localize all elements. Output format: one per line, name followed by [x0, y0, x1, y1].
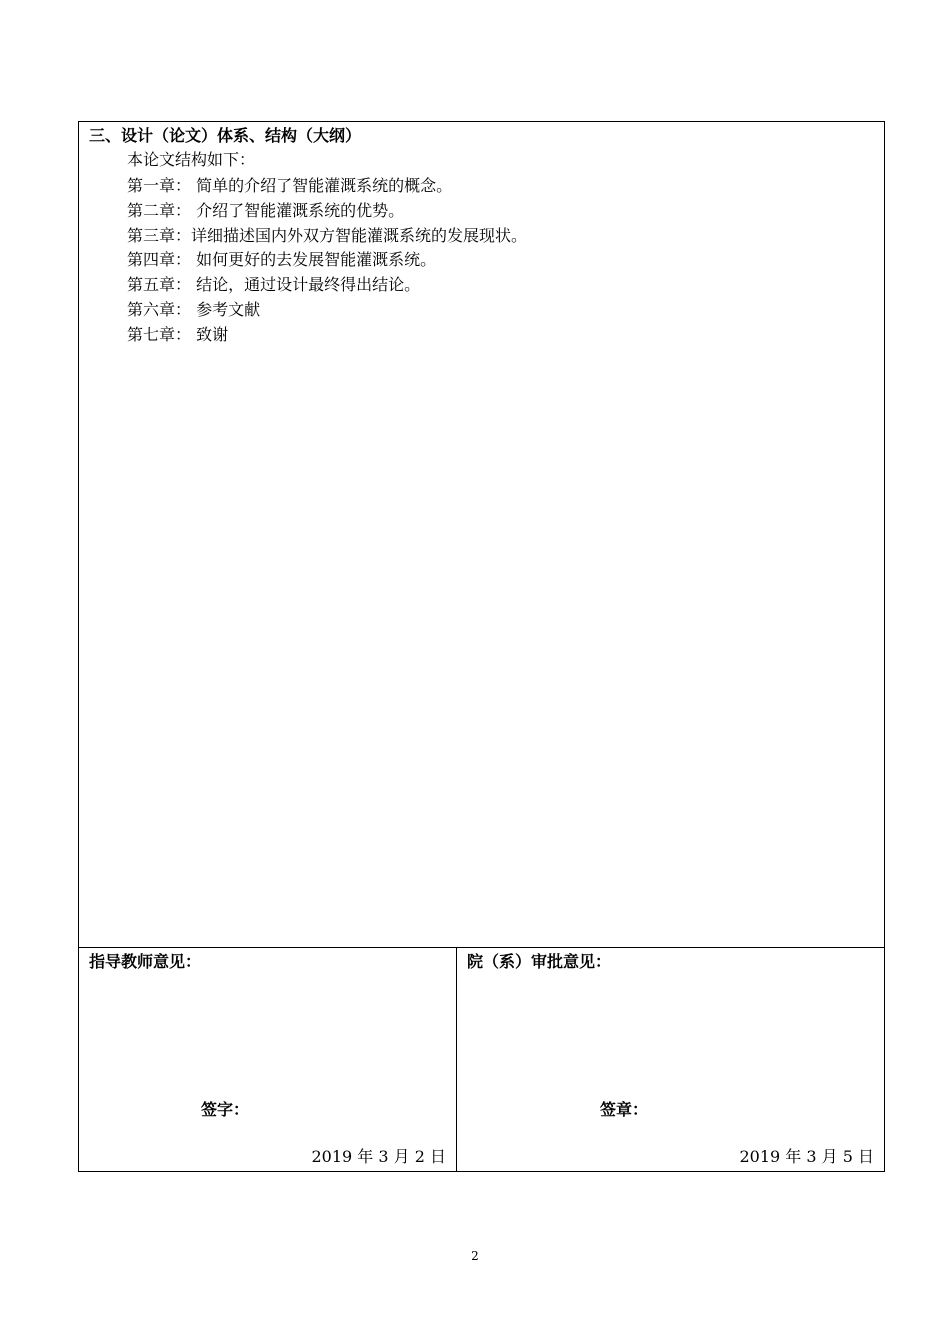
- chapter-item-7: 第七章： 致谢: [127, 324, 229, 344]
- outline-intro: 本论文结构如下：: [127, 150, 256, 169]
- chapter-item-2: 第二章： 介绍了智能灌溉系统的优势。: [127, 200, 405, 220]
- chapter-item-3: 第三章：详细描述国内外双方智能灌溉系统的发展现状。: [127, 225, 528, 245]
- chapter-item-4: 第四章： 如何更好的去发展智能灌溉系统。: [127, 250, 437, 270]
- chapter-item-5: 第五章： 结论，通过设计最终得出结论。: [127, 275, 421, 295]
- advisor-date: 2019 年 3 月 2 日: [311, 1147, 446, 1166]
- department-seal-label: 签章：: [600, 1100, 649, 1119]
- form-table: [78, 121, 885, 1172]
- advisor-signature-label: 签字：: [201, 1100, 250, 1119]
- chapter-list: [127, 174, 527, 348]
- advisor-opinion-cell: [79, 948, 457, 1172]
- outline-section: [79, 122, 884, 948]
- opinion-row: [79, 948, 884, 1172]
- chapter-item-1: 第一章： 简单的介绍了智能灌溉系统的概念。: [127, 176, 453, 195]
- advisor-opinion-heading: 指导教师意见：: [89, 952, 202, 971]
- page-number: 2: [471, 1249, 479, 1263]
- section-heading: 三、设计（论文）体系、结构（大纲）: [89, 126, 362, 145]
- department-date: 2019 年 3 月 5 日: [739, 1147, 874, 1166]
- department-opinion-cell: [457, 948, 884, 1172]
- department-opinion-heading: 院（系）审批意见：: [467, 952, 612, 971]
- chapter-item-6: 第六章： 参考文献: [127, 299, 261, 319]
